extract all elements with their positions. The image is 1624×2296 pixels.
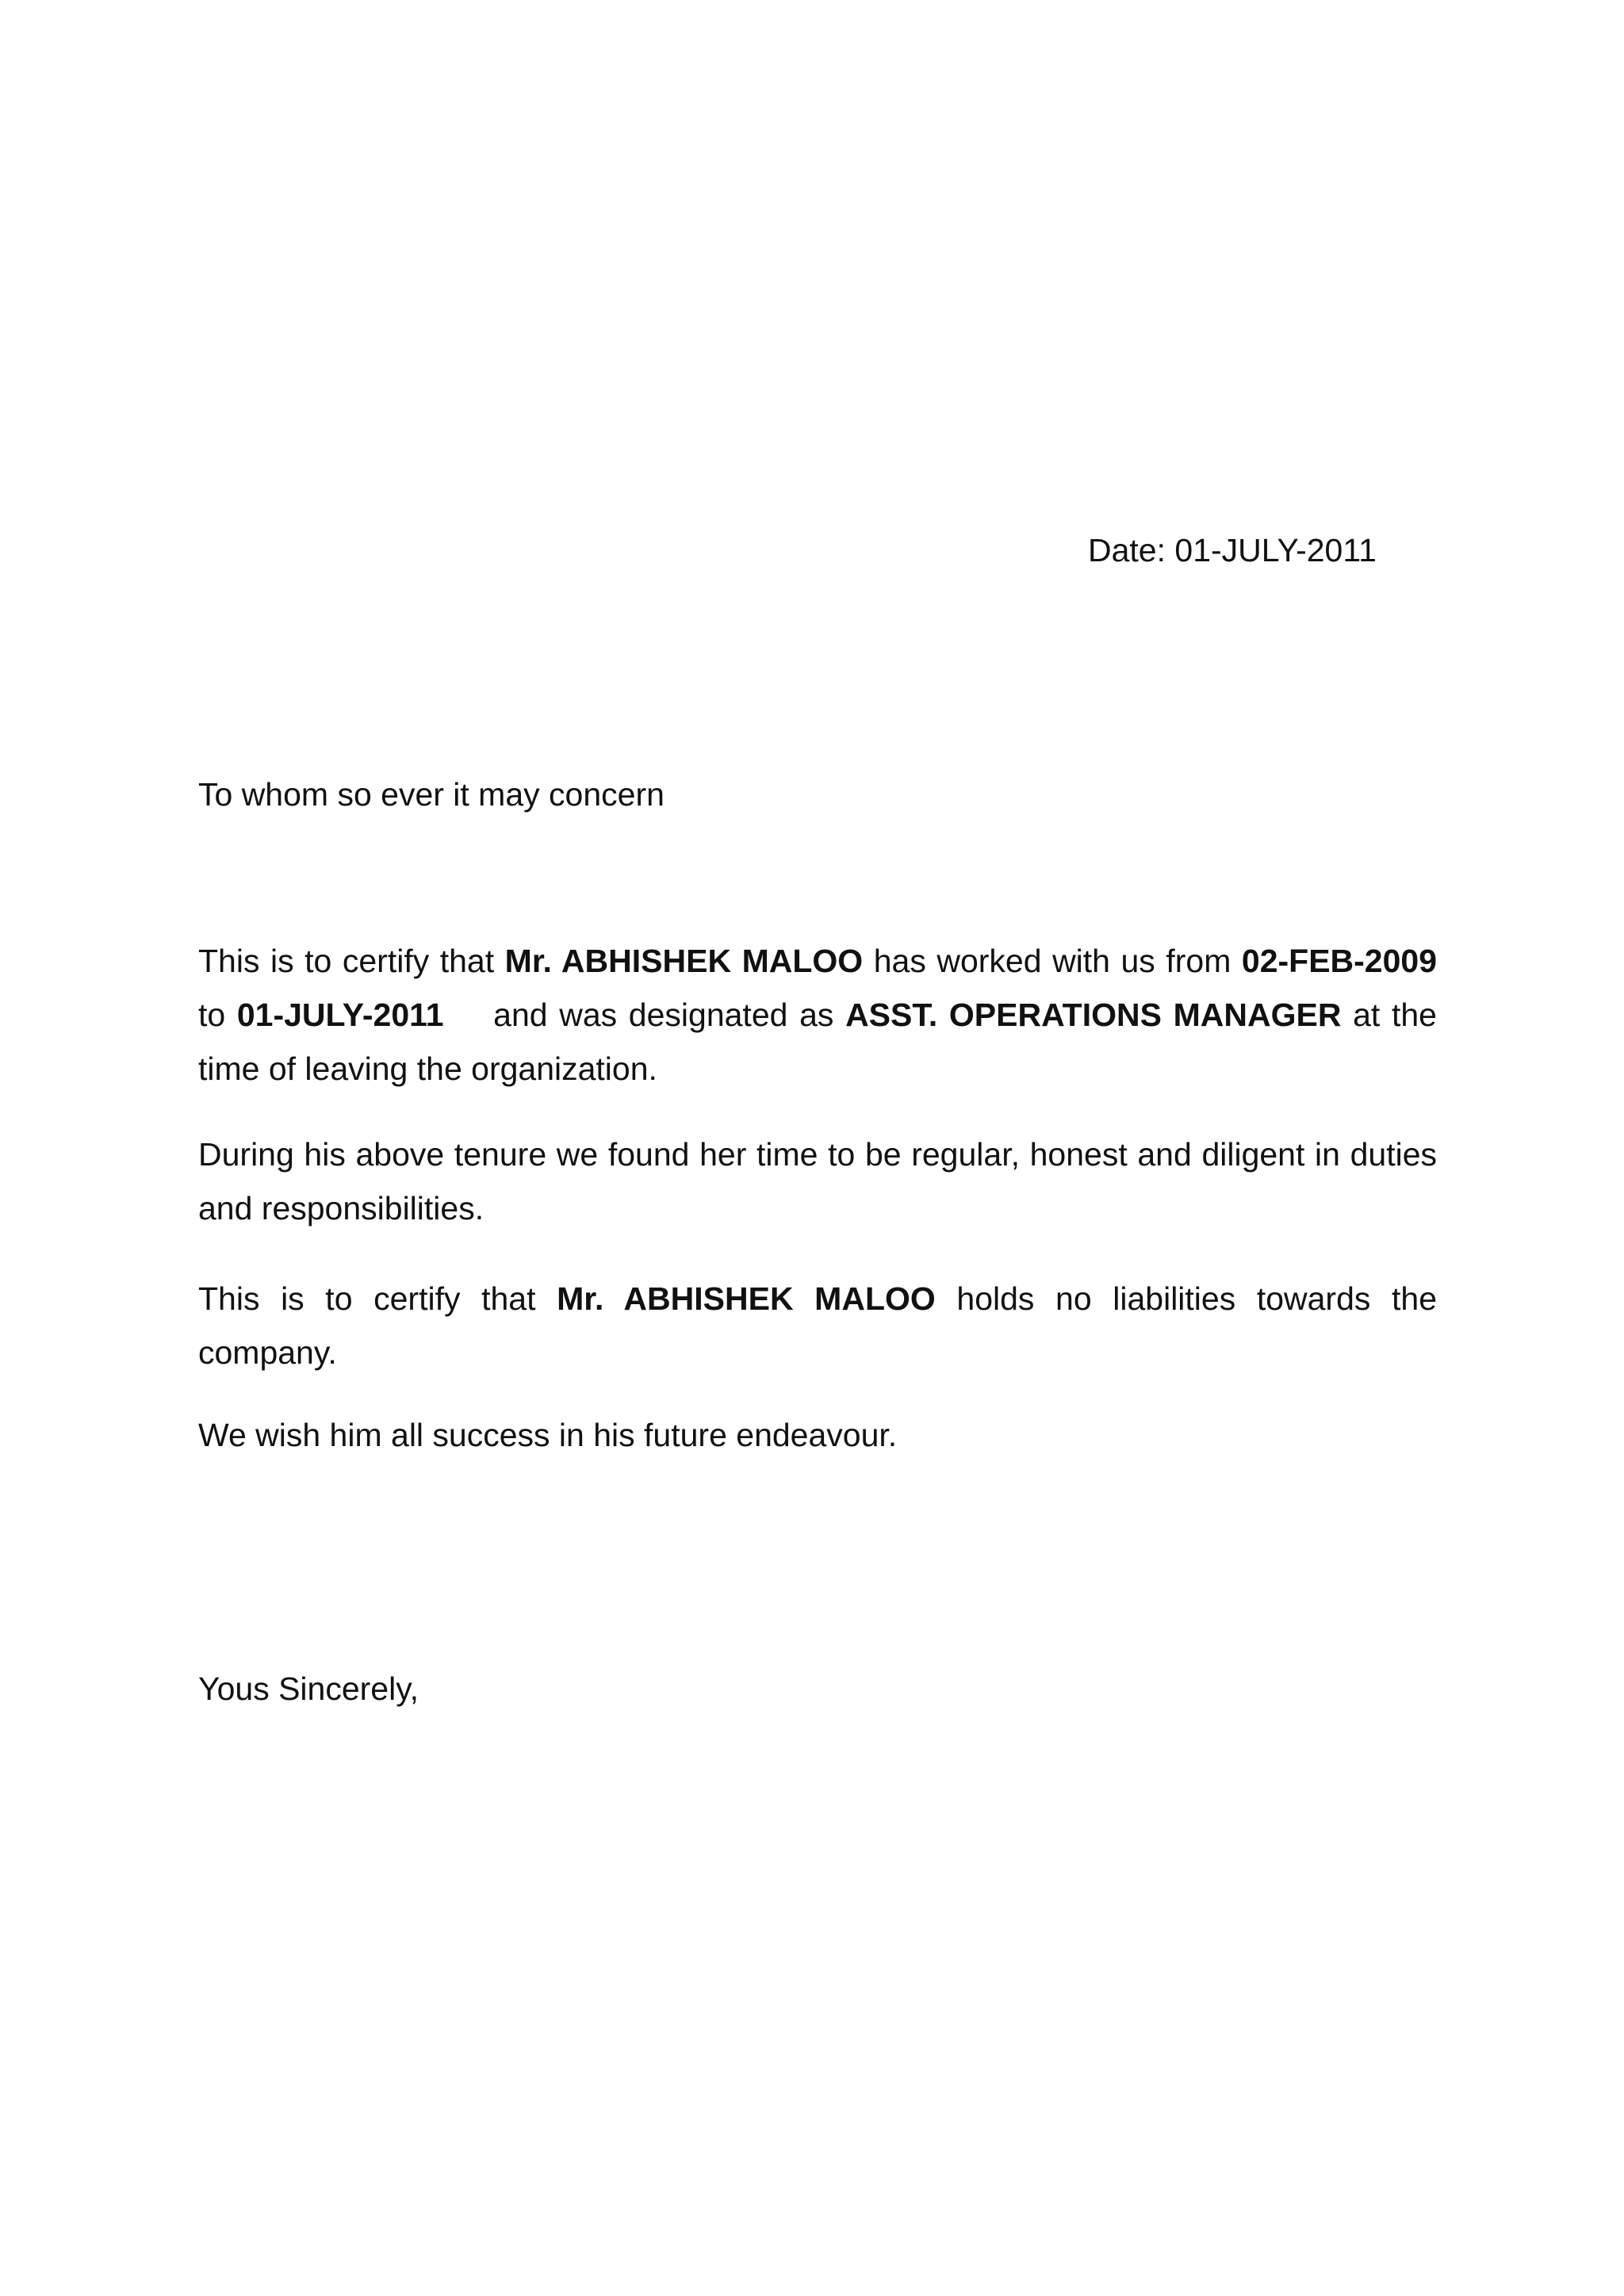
paragraph-conduct: During his above tenure we found her time to be regular, honest and diligent in duties and responsibilities. xyxy=(198,1136,1437,1226)
p1-text-3: to xyxy=(198,997,237,1033)
p1-text-4: and was designated as xyxy=(481,997,846,1033)
paragraph-liabilities xyxy=(198,1272,1437,1380)
p3-text-2: holds no liabilities towards the company. xyxy=(198,1280,1438,1371)
paragraph-employment xyxy=(198,934,1437,1096)
salutation: To whom so ever it may concern xyxy=(198,776,665,813)
closing: Yous Sincerely, xyxy=(198,1670,419,1707)
paragraph-wishes: We wish him all success in his future endeavour. xyxy=(198,1417,898,1453)
p3-text-1: This is to certify that xyxy=(198,1280,557,1317)
p1-text-1: This is to certify that xyxy=(198,943,505,979)
employee-name: Mr. ABHISHEK MALOO xyxy=(504,943,864,979)
designation: ASST. OPERATIONS MANAGER xyxy=(845,997,1342,1033)
end-date: 01-JULY-2011 xyxy=(236,997,444,1033)
p1-text-5: at the time of leaving the organization. xyxy=(198,997,1437,1087)
letter-date: Date: 01-JULY-2011 xyxy=(1088,532,1377,568)
p1-text-2: has worked with us from xyxy=(863,943,1242,979)
employee-name-2: Mr. ABHISHEK MALOO xyxy=(557,1280,936,1317)
start-date: 02-FEB-2009 xyxy=(1241,943,1438,979)
